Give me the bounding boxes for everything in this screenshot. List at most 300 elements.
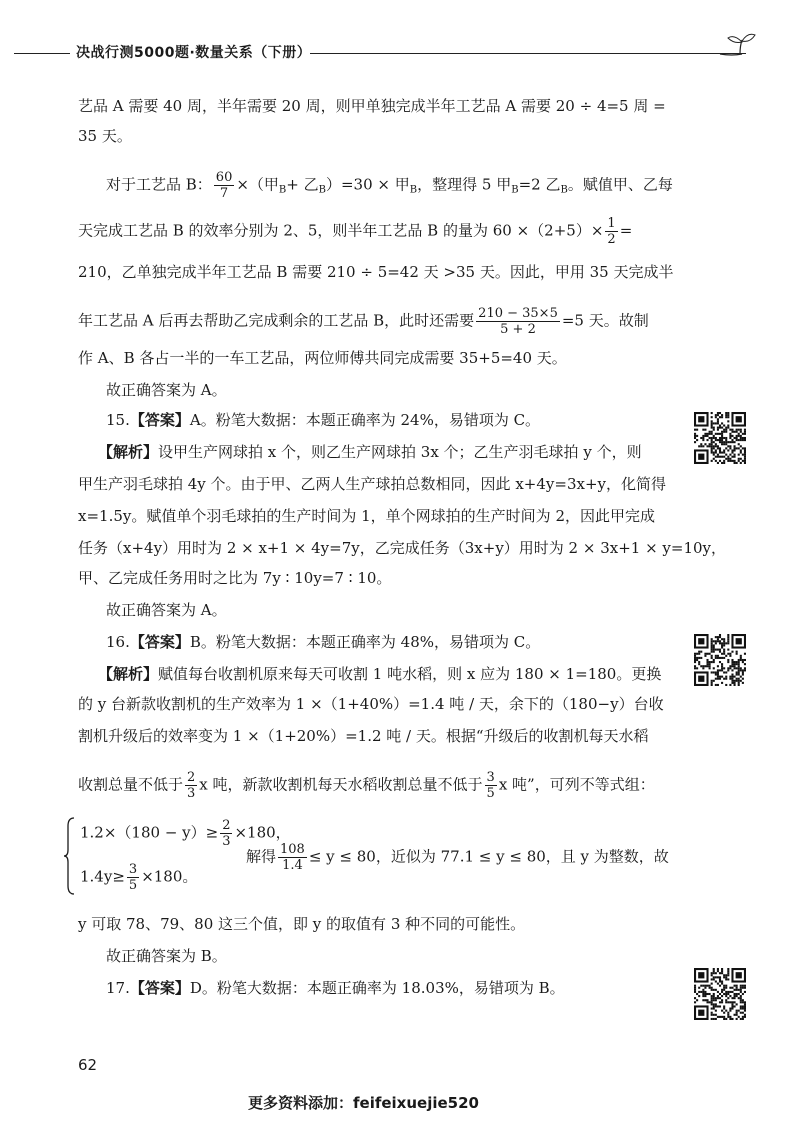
qr-module [711, 1012, 713, 1014]
qr-module [706, 663, 708, 665]
qr-module [744, 669, 746, 671]
qr-module [738, 989, 740, 991]
qr-module [744, 433, 746, 435]
qr-module [723, 987, 725, 989]
qr-module [734, 445, 736, 447]
qr-module [709, 445, 711, 447]
qr-module [723, 974, 725, 976]
fraction [214, 170, 235, 201]
qr-module [719, 437, 721, 439]
qr-module [717, 684, 719, 686]
qr-module [694, 657, 696, 659]
qr-module [731, 651, 733, 653]
qr-module [711, 427, 713, 429]
qr-module [725, 441, 727, 443]
qr-module [717, 638, 719, 640]
qr-module [719, 978, 721, 980]
qr-module [742, 1001, 744, 1003]
qr-module [725, 1001, 727, 1003]
qr-module [729, 460, 731, 462]
qr-module [740, 431, 742, 433]
qr-module [736, 429, 738, 431]
qr-module [719, 416, 721, 418]
qr-module [727, 640, 729, 642]
qr-module [706, 653, 708, 655]
fraction [485, 770, 497, 801]
fraction-numerator: 3 [486, 770, 495, 785]
qr-module [734, 1001, 736, 1003]
qr-module [719, 1005, 721, 1007]
qr-module [711, 997, 713, 999]
qr-module [711, 983, 713, 985]
text-segment: 1.4y≥ [80, 867, 125, 886]
qr-module [702, 995, 704, 997]
qr-module [736, 995, 738, 997]
qr-module [734, 667, 736, 669]
qr-module [717, 976, 719, 978]
qr-module [711, 680, 713, 682]
fraction [476, 306, 560, 337]
qr-module [738, 665, 740, 667]
qr-module [744, 431, 746, 433]
qr-module [725, 439, 727, 441]
qr-module [719, 976, 721, 978]
qr-module [723, 985, 725, 987]
qr-module [736, 638, 742, 644]
qr-module [721, 646, 723, 648]
qr-module [738, 460, 740, 462]
qr-module [744, 439, 746, 441]
qr-module [721, 657, 723, 659]
qr-module [711, 422, 713, 424]
qr-module [711, 640, 713, 642]
qr-module [721, 1001, 723, 1003]
qr-module [736, 439, 738, 441]
text-segment: 解得 [246, 847, 277, 866]
qr-module [717, 636, 719, 638]
qr-module [736, 674, 738, 676]
qr-module [744, 667, 746, 669]
qr-module [717, 1005, 719, 1007]
qr-module [713, 1003, 715, 1005]
qr-module [725, 412, 727, 414]
fraction-numerator: 108 [280, 842, 305, 857]
qr-module [731, 659, 733, 661]
page-number: 62 [78, 1056, 98, 1074]
qr-module [721, 439, 723, 441]
qr-module [729, 678, 731, 680]
qr-module [731, 435, 733, 437]
qr-module [721, 667, 723, 669]
qr-module [719, 412, 721, 414]
qr-module [711, 978, 713, 980]
fraction-numerator: 60 [215, 170, 233, 185]
qr-module [696, 435, 698, 437]
text-line: y 可取 78、79、80 这三个值，即 y 的取值有 3 种不同的可能性。 [78, 915, 526, 933]
qr-module [717, 671, 719, 673]
qr-module [736, 1018, 738, 1020]
qr-module [715, 439, 717, 441]
qr-module [694, 1001, 696, 1003]
qr-module [702, 993, 704, 995]
footer-note: 更多资料添加：feifeixuejie520 [248, 1094, 479, 1112]
qr-module [740, 458, 742, 460]
qr-module [727, 456, 729, 458]
qr-module [711, 657, 713, 659]
qr-module [700, 991, 702, 993]
qr-module [711, 638, 713, 640]
qr-module [715, 997, 717, 999]
qr-module [738, 684, 740, 686]
qr-module [721, 435, 723, 437]
qr-module [729, 1018, 731, 1020]
qr-module [700, 665, 702, 667]
qr-module [738, 678, 740, 680]
qr-module [711, 1003, 713, 1005]
qr-module [702, 665, 704, 667]
qr-module [740, 437, 742, 439]
fraction-numerator: 2 [222, 818, 231, 833]
qr-module [725, 987, 727, 989]
qr-module [731, 452, 733, 454]
qr-module [694, 665, 696, 667]
qr-module [736, 985, 738, 987]
subscript: B [409, 184, 418, 196]
inequality-2 [80, 862, 197, 893]
qr-module [734, 441, 736, 443]
qr-module [742, 1008, 744, 1010]
qr-module [740, 1012, 742, 1014]
qr-module [727, 978, 729, 980]
qr-module [723, 443, 725, 445]
qr-module [731, 1005, 733, 1007]
qr-module [715, 437, 717, 439]
qr-module [721, 682, 723, 684]
qr-module [698, 991, 700, 993]
qr-module [715, 657, 717, 659]
qr-module [700, 985, 702, 987]
brace-symbol [62, 816, 76, 896]
qr-module [717, 429, 719, 431]
qr-module [694, 655, 696, 657]
qr-module [719, 657, 721, 659]
qr-module [727, 636, 729, 638]
qr-module [742, 985, 744, 987]
qr-module [742, 1016, 744, 1018]
fraction [278, 842, 307, 873]
qr-module [717, 674, 719, 676]
qr-module [734, 1005, 736, 1007]
text-line [78, 306, 649, 337]
qr-module [734, 462, 736, 464]
text-line [78, 770, 655, 801]
qr-module [734, 995, 736, 997]
qr-module [744, 991, 746, 993]
qr-module [744, 447, 746, 449]
qr-module [713, 1018, 715, 1020]
qr-module [731, 661, 733, 663]
qr-module [694, 667, 696, 669]
qr-module [742, 669, 744, 671]
qr-module [731, 674, 733, 676]
qr-module [727, 1016, 729, 1018]
qr-module [711, 420, 713, 422]
qr-module [698, 1010, 704, 1016]
qr-module [734, 665, 736, 667]
qr-module [696, 657, 698, 659]
qr-module [727, 997, 729, 999]
qr-module [704, 655, 706, 657]
qr-module [740, 1008, 742, 1010]
qr-module [719, 460, 721, 462]
qr-module [721, 989, 723, 991]
fraction-numerator: 2 [187, 770, 196, 785]
subscript: B [318, 184, 326, 196]
text-segment: x 吨，新款收割机每天水稻收割总量不低于 [199, 775, 483, 794]
qr-module [711, 424, 713, 426]
qr-module [721, 431, 723, 433]
qr-module [723, 678, 725, 680]
qr-module [711, 1001, 713, 1003]
fraction-denominator: 5 + 2 [500, 322, 536, 337]
qr-module [715, 976, 717, 978]
qr-module [721, 644, 723, 646]
qr-module [713, 422, 715, 424]
fraction-numerator: 3 [128, 862, 138, 877]
qr-module [717, 991, 719, 993]
qr-module [715, 640, 717, 642]
qr-module [721, 983, 723, 985]
text-line: 故正确答案为 A。 [106, 381, 227, 399]
qr-module [706, 1001, 708, 1003]
qr-module [740, 1001, 742, 1003]
header-title: 决战行测5000题·数量关系（下册） [76, 45, 312, 61]
qr-module [744, 449, 746, 451]
qr-module [742, 437, 744, 439]
qr-module [723, 437, 725, 439]
text-segment: 天完成工艺品 B 的效率分别为 2、5，则半年工艺品 B 的量为 60 ×（2+5）× [78, 221, 604, 240]
qr-module [711, 661, 713, 663]
qr-module [711, 987, 713, 989]
qr-module [694, 997, 696, 999]
qr-module [713, 661, 715, 663]
qr-module [717, 665, 719, 667]
qr-module [738, 458, 740, 460]
qr-module [736, 416, 742, 422]
qr-module [727, 416, 729, 418]
qr-module [725, 1018, 727, 1020]
qr-module [723, 1008, 725, 1010]
qr-module [725, 437, 727, 439]
fraction-denominator: 1.4 [282, 858, 303, 873]
qr-module [734, 437, 736, 439]
qr-module [694, 435, 696, 437]
qr-module [700, 657, 702, 659]
qr-module [715, 433, 717, 435]
qr-module [721, 968, 723, 970]
qr-module [717, 422, 719, 424]
qr-module [744, 1016, 746, 1018]
answer-tag: 【答案】 [129, 411, 190, 429]
qr-module [736, 1003, 738, 1005]
qr-module [713, 445, 715, 447]
qr-module [744, 663, 746, 665]
qr-module [717, 1016, 719, 1018]
qr-module [736, 437, 738, 439]
solution-line [246, 842, 669, 873]
text-line: 割机升级后的效率变为 1 ×（1+20%）=1.2 吨 / 天。根据“升级后的收割机每天水稻 [78, 727, 649, 745]
qr-module [731, 449, 733, 451]
qr-module [723, 462, 725, 464]
qr-module [694, 987, 696, 989]
qr-module [715, 1010, 717, 1012]
qr-module [721, 972, 723, 974]
qr-module [742, 671, 744, 673]
text-segment: 年工艺品 A 后再去帮助乙完成剩余的工艺品 B，此时还需要 [78, 311, 475, 330]
qr-module [717, 640, 719, 642]
text-line: 35 天。 [78, 127, 132, 145]
qr-module [709, 431, 711, 433]
qr-module [729, 991, 731, 993]
qr-module [738, 671, 740, 673]
qr-module [725, 655, 727, 657]
qr-module [721, 653, 723, 655]
qr-code-16[interactable] [694, 634, 746, 686]
qr-module [736, 1010, 738, 1012]
qr-module [713, 968, 715, 970]
qr-module [740, 989, 742, 991]
qr-module [706, 665, 708, 667]
qr-module [711, 445, 713, 447]
qr-module [711, 1018, 713, 1020]
subscript: B [511, 184, 519, 196]
qr-module [719, 439, 721, 441]
qr-module [727, 649, 729, 651]
qr-module [727, 667, 729, 669]
qr-module [704, 995, 706, 997]
qr-module [725, 427, 727, 429]
qr-module [727, 642, 729, 644]
qr-module [731, 680, 733, 682]
qr-module [740, 1018, 742, 1020]
question-number: 16. [106, 633, 130, 651]
qr-module [698, 657, 700, 659]
qr-module [744, 458, 746, 460]
qr-module [731, 439, 733, 441]
qr-module [719, 980, 721, 982]
qr-module [721, 462, 723, 464]
qr-module [721, 642, 723, 644]
text-segment: ，整理得 5 甲 [417, 175, 512, 194]
qr-module [738, 659, 740, 661]
qr-module [727, 424, 729, 426]
answer-line [106, 978, 565, 998]
qr-module [717, 454, 719, 456]
qr-module [719, 678, 721, 680]
qr-module [719, 427, 721, 429]
qr-module [698, 454, 704, 460]
qr-code-15[interactable] [694, 412, 746, 464]
qr-module [736, 1012, 738, 1014]
qr-module [698, 995, 700, 997]
qr-module [723, 642, 725, 644]
analysis-tag: 【解析】 [98, 665, 159, 683]
qr-module [715, 684, 717, 686]
qr-module [713, 667, 715, 669]
qr-module [727, 449, 729, 451]
qr-module [725, 993, 727, 995]
qr-module [717, 995, 719, 997]
qr-module [744, 437, 746, 439]
qr-module [709, 993, 711, 995]
fraction [220, 818, 232, 849]
qr-module [740, 999, 742, 1001]
text-segment: 。赋值甲、乙每 [567, 175, 673, 194]
qr-module [729, 429, 731, 431]
qr-module [723, 449, 725, 451]
text-segment: 设甲生产网球拍 x 个，则乙生产网球拍 3x 个；乙生产羽毛球拍 y 个，则 [158, 443, 642, 461]
qr-module [740, 680, 742, 682]
qr-module [715, 1003, 717, 1005]
qr-module [713, 978, 715, 980]
qr-module [702, 985, 704, 987]
qr-module [734, 985, 736, 987]
qr-code-17[interactable] [694, 968, 746, 1020]
qr-module [717, 456, 719, 458]
qr-module [713, 999, 715, 1001]
qr-module [704, 653, 706, 655]
qr-module [723, 649, 725, 651]
qr-module [711, 412, 713, 414]
qr-module [734, 676, 736, 678]
qr-module [717, 649, 719, 651]
qr-module [740, 452, 742, 454]
qr-module [729, 1008, 731, 1010]
qr-module [731, 669, 733, 671]
qr-module [715, 443, 717, 445]
qr-module [744, 1014, 746, 1016]
qr-module [738, 447, 740, 449]
qr-module [713, 646, 715, 648]
qr-module [727, 414, 729, 416]
qr-module [742, 661, 744, 663]
qr-module [717, 678, 719, 680]
qr-module [744, 659, 746, 661]
text-line: 甲、乙完成任务用时之比为 7y ∶ 10y=7 ∶ 10。 [78, 569, 392, 587]
qr-module [709, 433, 711, 435]
qr-module [738, 443, 740, 445]
qr-module [704, 429, 706, 431]
qr-module [738, 661, 740, 663]
qr-module [725, 974, 727, 976]
qr-module [694, 653, 696, 655]
fraction-denominator: 3 [187, 786, 196, 801]
qr-module [704, 999, 706, 1001]
qr-module [736, 678, 738, 680]
qr-module [729, 987, 731, 989]
qr-module [725, 684, 727, 686]
question-number: 15. [106, 411, 130, 429]
qr-module [736, 462, 738, 464]
subscript: B [560, 184, 568, 196]
qr-module [738, 674, 740, 676]
qr-module [744, 1005, 746, 1007]
qr-module [734, 997, 736, 999]
qr-module [729, 1016, 731, 1018]
qr-module [713, 454, 715, 456]
qr-module [729, 454, 731, 456]
qr-module [709, 665, 711, 667]
